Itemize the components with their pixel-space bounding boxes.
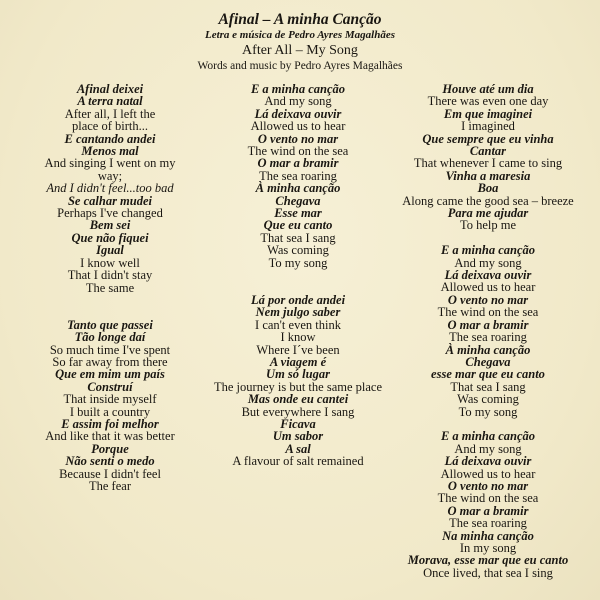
- lyric-line-portuguese: Chegava: [275, 193, 321, 208]
- lyric-line-portuguese: Afinal deixei: [76, 82, 144, 96]
- lyric-line-portuguese: E assim foi melhor: [61, 416, 159, 431]
- lyric-line-portuguese: E a minha canção: [250, 82, 346, 96]
- lyric-line-english: Where I´ve been: [256, 342, 340, 357]
- lyric-line-english: The wind on the sea: [437, 305, 539, 320]
- lyric-line-portuguese: Um só lugar: [266, 367, 330, 382]
- lyric-line-english: To help me: [459, 218, 517, 233]
- lyric-line-english: The journey is but the same place: [214, 379, 382, 394]
- lyric-line-portuguese: A sal: [285, 441, 311, 456]
- lyric-line-english: way;: [97, 168, 123, 183]
- lyric-line-portuguese: E a minha canção: [440, 429, 536, 444]
- lyric-line-portuguese: A viagem é: [269, 354, 327, 369]
- lyric-line-portuguese: Ficava: [280, 416, 316, 431]
- song-title-pt: Afinal – A minha Canção: [218, 11, 382, 28]
- lyric-line-portuguese: Menos mal: [81, 144, 139, 159]
- lyrics-column-2: [196, 83, 400, 468]
- lyric-line-portuguese: Construí: [87, 379, 133, 394]
- lyric-line-english: And my song: [264, 94, 332, 109]
- lyric-line-portuguese: E a minha canção: [440, 243, 536, 258]
- lyric-line-english: The sea roaring: [449, 330, 527, 345]
- lyric-line-english: And singing I went on my: [44, 156, 176, 171]
- lyric-line-portuguese: Para me ajudar: [447, 206, 529, 221]
- lyric-line-english: Was coming: [267, 243, 329, 258]
- song-header: [0, 10, 600, 74]
- lyrics-column-3: [388, 83, 588, 579]
- lyric-line-english: The same: [85, 280, 135, 295]
- lyric-line-portuguese: À minha canção: [445, 342, 531, 357]
- lyric-line-portuguese: Chegava: [465, 354, 511, 369]
- lyric-line-english: I know well: [80, 255, 140, 270]
- lyric-line-english: I built a country: [69, 404, 151, 419]
- lyric-line-english: The wind on the sea: [437, 491, 539, 506]
- lyric-line-portuguese: O vento no mar: [447, 478, 529, 493]
- lyric-line-portuguese: Porque: [91, 441, 129, 456]
- lyric-line-english: The fear: [89, 478, 131, 493]
- lyric-line-portuguese: Nem julgo saber: [255, 305, 341, 320]
- lyric-line-portuguese: Lá deixava ouvir: [254, 106, 342, 121]
- song-credit-en: Words and music by Pedro Ayres Magalhães: [197, 60, 403, 72]
- lyric-line-portuguese: Lá por onde andei: [250, 292, 346, 307]
- lyric-line-english: Was coming: [457, 392, 519, 407]
- lyric-line-portuguese: Boa: [477, 181, 499, 196]
- lyric-line-portuguese: Que em mim um país: [55, 367, 165, 382]
- lyric-line-portuguese: esse mar que eu canto: [431, 367, 545, 382]
- lyric-line-portuguese: Na minha canção: [442, 528, 534, 543]
- lyric-line-portuguese: Esse mar: [274, 206, 322, 221]
- lyric-line-english: Because I didn't feel: [59, 466, 161, 481]
- lyric-line-english: But everywhere I sang: [241, 404, 355, 419]
- lyric-line-portuguese: A terra natal: [77, 94, 143, 109]
- lyric-line-english: To my song: [458, 404, 518, 419]
- lyric-line-english: There was even one day: [427, 94, 549, 109]
- lyric-line-english: And my song: [454, 255, 522, 270]
- lyric-line-portuguese: Tanto que passei: [67, 317, 153, 332]
- lyric-line-english: To my song: [268, 255, 328, 270]
- lyric-line-portuguese: Cantar: [469, 144, 507, 159]
- lyrics-column-1: [22, 83, 198, 492]
- lyric-line-english: That whenever I came to sing: [413, 156, 563, 171]
- lyric-line-portuguese: Que não fiquei: [71, 230, 149, 245]
- lyric-line-english: That sea I sang: [450, 379, 526, 394]
- lyric-line-english: And my song: [454, 441, 522, 456]
- lyric-line-english: That sea I sang: [260, 230, 336, 245]
- lyric-line-english: Once lived, that sea I sing: [423, 565, 553, 580]
- lyric-line-portuguese: Tão longe daí: [74, 330, 146, 345]
- lyric-line-english: The wind on the sea: [247, 144, 349, 159]
- lyric-line-english: The sea roaring: [259, 168, 337, 183]
- stanza-gap: [196, 269, 400, 281]
- lyric-line-english: So far away from there: [52, 354, 168, 369]
- stanza-gap: [22, 306, 198, 318]
- lyric-line-portuguese: Não senti o medo: [65, 454, 155, 469]
- lyric-line-english: And like that it was better: [45, 429, 175, 444]
- lyric-line-english: That I didn't stay: [67, 268, 153, 283]
- lyric-line-english: Along came the good sea – breeze: [402, 193, 574, 208]
- song-title-en: After All – My Song: [242, 43, 358, 58]
- lyric-line-portuguese: Mas onde eu cantei: [247, 392, 349, 407]
- lyric-line-portuguese: E cantando andei: [64, 131, 156, 146]
- lyric-line-english: Allowed us to hear: [440, 280, 536, 295]
- lyric-line-english: Allowed us to hear: [440, 466, 536, 481]
- lyric-line-portuguese: À minha canção: [255, 181, 341, 196]
- lyric-line-portuguese: Um sabor: [272, 429, 324, 444]
- lyric-line-portuguese: Em que imaginei: [443, 106, 533, 121]
- lyric-line-portuguese: O vento no mar: [447, 292, 529, 307]
- lyric-line-portuguese: O vento no mar: [257, 131, 339, 146]
- lyric-line-portuguese: O mar a bramir: [447, 317, 529, 332]
- lyric-line-portuguese: Se calhar mudei: [67, 193, 153, 208]
- lyric-line-portuguese: Houve até um dia: [442, 82, 534, 96]
- lyric-line-english: So much time I've spent: [49, 342, 171, 357]
- lyric-line-portuguese: Lá deixava ouvir: [444, 268, 532, 283]
- lyric-line-portuguese: O mar a bramir: [447, 503, 529, 518]
- lyric-line-english: That inside myself: [63, 392, 157, 407]
- lyric-line-portuguese: Vinha a maresia: [445, 168, 531, 183]
- lyric-line-portuguese: Que eu canto: [263, 218, 333, 233]
- lyric-line-portuguese: Bem sei: [89, 218, 131, 233]
- lyric-line-english: And I didn't feel...too bad: [46, 181, 174, 196]
- lyric-line-english: place of birth...: [71, 119, 148, 134]
- lyric-line-english: The sea roaring: [449, 516, 527, 531]
- lyric-line-portuguese: Que sempre que eu vinha: [422, 131, 554, 146]
- lyric-line-english: I imagined: [461, 119, 515, 134]
- lyric-line-portuguese: Igual: [96, 243, 124, 258]
- lyric-line-english: I can't even think: [255, 317, 341, 332]
- lyric-line-english: Allowed us to hear: [250, 119, 346, 134]
- song-credit-pt: Letra e música de Pedro Ayres Magalhães: [204, 29, 396, 41]
- stanza-gap: [22, 294, 198, 306]
- lyric-line-english: In my song: [459, 541, 517, 555]
- lyric-line-english: A flavour of salt remained: [232, 454, 364, 469]
- lyric-line-english: After all, I left the: [64, 106, 156, 121]
- lyric-line-portuguese: O mar a bramir: [257, 156, 339, 171]
- lyric-line-english: Perhaps I've changed: [57, 206, 163, 221]
- lyric-line-portuguese: Morava, esse mar que eu canto: [407, 553, 569, 568]
- lyric-line-portuguese: Lá deixava ouvir: [444, 454, 532, 469]
- lyric-line-english: I know: [280, 330, 316, 345]
